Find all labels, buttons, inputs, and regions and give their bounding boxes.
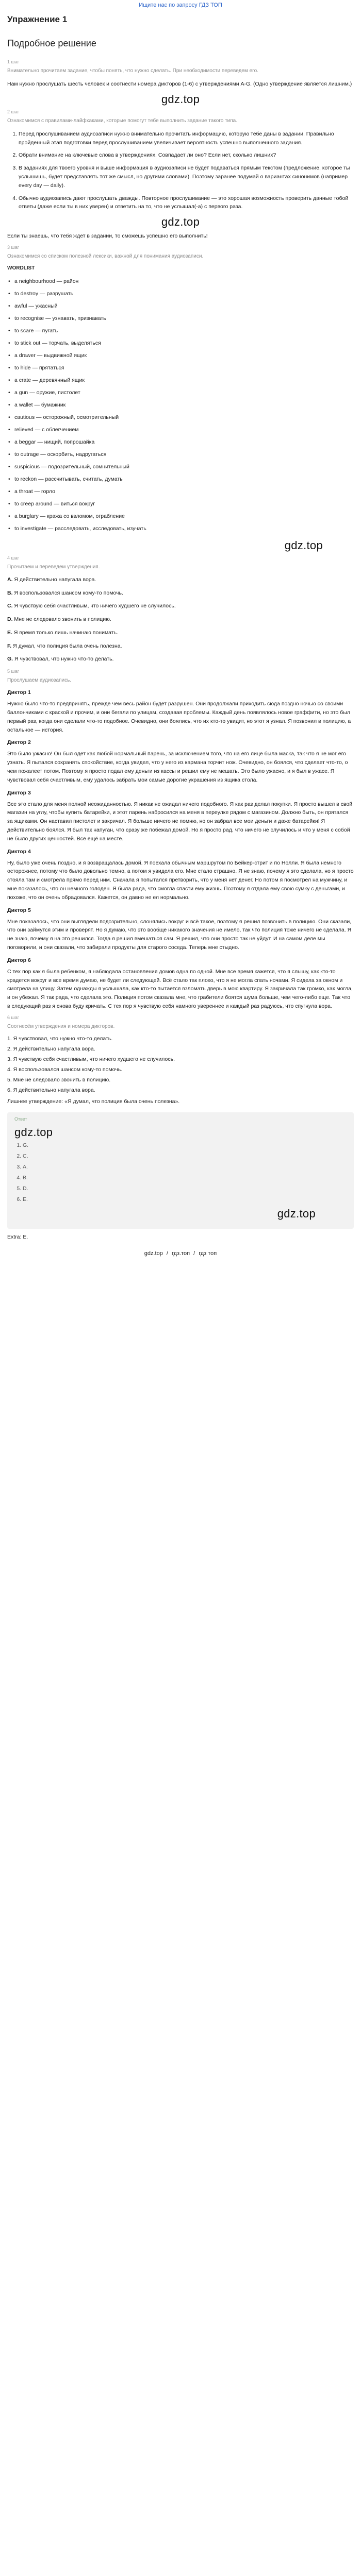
match-item: 4. Я воспользовался шансом кому-то помочь.: [7, 1066, 123, 1073]
step-2-label: 2 шаг: [7, 109, 20, 114]
statement-letter: G.: [7, 656, 13, 663]
speaker-text: Ну, было уже очень поздно, и я возвращалась домой. Я поехала обычным маршрутом по Бейкер-стрит и по Нолли. Я была немного осторожнее, потому что было довольно темно, а потом я увидела его. Мне стало страшно. Я не знаю, почему я это сделала, но я просто стояла там и смотрела прямо перед ним. Сначала я попытался претворить, что у меня нет денег. Но потом я посмотрел на мужчину, и мне показалось, что он немного голоден. Я была рада, что смогла спасти ему жизнь. Поэтому я отдала ему свою сумку с деньгами, и похоже, что он очень обрадовался. Кажется, он давно не ел нормально.: [7, 859, 354, 901]
step-2-hint: Ознакомимся с правилами-лайфхаками, которые помогут тебе выполнить задание такого типа.: [7, 117, 238, 124]
statement-row: [7, 655, 354, 664]
footer-separator: /: [166, 1250, 168, 1257]
statement-text: Я думал, что полиция была очень полезна.: [13, 642, 122, 649]
page-subtitle: Подробное решение: [7, 38, 96, 48]
watermark-text: gdz.top: [284, 538, 323, 552]
word-item: • a wallet — бумажник: [7, 399, 354, 411]
step-4-label: 4 шаг: [7, 555, 20, 561]
word-item: • a gun — оружие, пистолет: [7, 386, 354, 399]
statement-row: [7, 629, 354, 637]
answer-item: 5. D.: [23, 1185, 347, 1192]
step-5-label: 5 шаг: [7, 669, 20, 674]
statement-row: [7, 642, 354, 651]
footer-link-3[interactable]: гдз топ: [199, 1250, 217, 1257]
footer-link-2[interactable]: гдз.топ: [172, 1250, 190, 1257]
word-item: • to stick out — торчать, выделяться: [7, 337, 354, 349]
word-item: • relieved — с облегчением: [7, 423, 354, 436]
answer-list: [14, 1142, 347, 1202]
top-search-link[interactable]: Ищите нас по запросу ГДЗ ТОП: [139, 2, 222, 8]
extra-answer: Extra: E.: [7, 1233, 28, 1240]
word-item: • to outrage — оскорбить, надругаться: [7, 448, 354, 461]
speaker-text: Все это стало для меня полной неожиданностью. Я никак не ожидал ничего подобного. Я как раз делал покупки. Я просто вышел в свой магазин на углу, чтобы купить батарейки, и этот парень набросился на меня в переулке рядом с магазином. Должно быть, он прятался за ящиками. Он наставил пистолет и закричал. Я больше ничего не помню, но он забрал все мои деньги и даже батарейки! Я действительно боялся. Я был так напуган, что сразу же побежал домой. Но я просто рад, что ничего не случилось и что у меня с собой не было других ценностей. Все ещё на месте.: [7, 801, 353, 842]
step-3: [7, 245, 354, 552]
footer-link-1[interactable]: gdz.top: [144, 1250, 163, 1257]
statement-text: Я действительно напугала вора.: [14, 576, 96, 583]
speaker-text: С тех пор как я была ребенком, я наблюдала остановления домов одна по одной. Мне все время кажется, что я слышу, как кто-то крадется вокруг и все время думаю, не будет ли следующей. Всё стало так плохо, что я не могла спать ночами. Я сидела за окном и смотрела на улицу. Затем однажды я услышала, как кто-то пытается взломать дверь в мою квартиру. Я закричала так громко, как могла, и он убежал. Я так рада, что сделала это. Полиция потом сказала мне, что грабители боятся шума больше, чем чего-либо еще. Так что в следующий раз я снова буду кричать. С тех пор я чувствую себя намного увереннее и каждый раз радуюсь, что спугнула вора.: [7, 968, 353, 1009]
word-item: • a throat — горло: [7, 485, 354, 498]
step-3-hint: Ознакомимся со списком полезной лексики, важной для понимания аудиозаписи.: [7, 253, 204, 259]
matches-list: [7, 1036, 354, 1093]
footer: [7, 1247, 354, 1262]
word-item: • awful — ужасный: [7, 300, 354, 312]
statement-row: [7, 576, 354, 584]
statement-letter: C.: [7, 603, 13, 609]
word-item: • a burglary — кража со взломом, ограбление: [7, 510, 354, 522]
watermark-text: gdz.top: [161, 92, 200, 106]
word-item: • to reckon — рассчитывать, считать, думать: [7, 473, 354, 485]
speaker-text: Это было ужасно! Он был одет как любой нормальный парень, за исключением того, что на его лице была маска, так что я не мог его узнать. Я пытался сохранять спокойствие, когда увидел, что у него из кармана торчит нож. Очевидно, он боялся, что сделает что-то, о чем пожалеет потом. Поэтому я просто подал ему деньги из кассы и решил ему не мешать. Это было ужасно, и я был в ужасе. Я чувствовал себя счастливым, ему удалось забрать мои самые дорогие украшения из ящика стола.: [7, 751, 348, 783]
step-4-hint: Прочитаем и переведем утверждения.: [7, 564, 100, 570]
speaker-title: Диктор 1: [7, 689, 31, 696]
tips-list: [7, 130, 354, 211]
answer-item: 4. B.: [23, 1175, 347, 1181]
statement-text: Я воспользовался шансом кому-то помочь.: [14, 589, 123, 596]
speaker-title: Диктор 4: [7, 848, 31, 855]
statement-letter: D.: [7, 616, 13, 623]
word-item: • suspicious — подозрительный, сомнительный: [7, 461, 354, 473]
match-item: 5. Мне не следовало звонить в полицию.: [7, 1076, 111, 1083]
speaker-title: Диктор 2: [7, 739, 31, 746]
statement-row: [7, 616, 354, 624]
watermark-3: [7, 539, 354, 552]
word-item: • to destroy — разрушать: [7, 287, 354, 300]
word-item: • a beggar — нищий, попрошайка: [7, 436, 354, 448]
tip-item: 2. Обрати внимание на ключевые слова в утверждениях. Совпадает ли оно? Если нет, сколько лишних?: [19, 151, 354, 160]
statement-text: Я время только лишь начинаю понимать.: [13, 629, 118, 636]
step-1-hint: Внимательно прочитаем задание, чтобы понять, что нужно сделать. При необходимости переведем его.: [7, 68, 258, 74]
watermark-answer: [14, 1126, 347, 1139]
statement-letter: F.: [7, 642, 12, 649]
statement-text: Я чувствовал, что нужно что-то делать.: [14, 656, 114, 663]
extra-statement: Лишнее утверждение: «Я думал, что полиция была очень полезна».: [7, 1098, 180, 1105]
answer-item: 6. E.: [23, 1196, 347, 1202]
wordlist-title: WORDLIST: [7, 265, 35, 271]
speaker-title: Диктор 3: [7, 789, 31, 796]
answer-item: 1. G.: [23, 1142, 347, 1148]
wordlist: [7, 275, 354, 535]
statement-text: Мне не следовало звонить в полицию.: [14, 616, 111, 623]
page-title: Упражнение 1: [7, 14, 68, 24]
step-1-label: 1 шаг: [7, 59, 20, 64]
word-item: • a neighbourhood — район: [7, 275, 354, 287]
word-item: • a crate — деревянный ящик: [7, 374, 354, 386]
word-item: • cautious — осторожный, осмотрительный: [7, 411, 354, 423]
watermark-1: [7, 93, 354, 106]
word-item: • to recognise — узнавать, признавать: [7, 312, 354, 325]
watermark-2: [7, 215, 354, 229]
step-6-hint: Соотнесём утверждения и номера дикторов.: [7, 1023, 115, 1029]
word-item: • to investigate — расследовать, исследовать, изучать: [7, 522, 354, 535]
statement-text: Я чувствую себя счастливым, что ничего худшего не случилось.: [14, 603, 176, 609]
step-2: [7, 109, 354, 241]
watermark-answer-2: [14, 1207, 347, 1221]
step-4: [7, 555, 354, 664]
answer-item: 2. C.: [23, 1153, 347, 1159]
footer-separator: /: [193, 1250, 195, 1257]
match-item: 6. Я действительно напугала вора.: [7, 1087, 95, 1093]
tip-item: 1. Перед прослушиванием аудиозаписи нужно внимательно прочитать информацию, которую тебе даны в задании. Правильно пройденный этап подготовки перед прослушиванием увеличивает вероятность успешно выполненного задания.: [19, 130, 354, 147]
word-item: • a drawer — выдвижной ящик: [7, 349, 354, 362]
statement-letter: A.: [7, 576, 13, 583]
step-1: [7, 59, 354, 106]
statement-row: [7, 602, 354, 611]
statement-row: [7, 589, 354, 598]
step-2-closing: Если ты знаешь, что тебя ждет в задании, то сможешь успешно его выполнить!: [7, 233, 208, 240]
watermark-text: gdz.top: [14, 1125, 53, 1139]
speaker-title: Диктор 5: [7, 907, 31, 913]
step-5-hint: Прослушаем аудиозапись.: [7, 677, 72, 684]
tip-item: 4. Обычно аудиозапись дают прослушать дважды. Повторное прослушивание — это хорошая возможность проверить данные тобой ответы (даже если ты в них уверен) и ответить на то, что не услышал(-а) с первого раза.: [19, 194, 354, 212]
page: [0, 0, 361, 1262]
step-6: [7, 1015, 354, 1106]
step-5: [7, 669, 354, 1011]
statement-letter: E.: [7, 629, 12, 636]
step-1-text: Нам нужно прослушать шесть человек и соотнести номера дикторов (1-6) с утверждениями A-G. (Одно утверждение является лишним.): [7, 81, 352, 87]
match-item: 1. Я чувствовал, что нужно что-то делать.: [7, 1035, 113, 1042]
speaker-text: Нужно было что-то предпринять, прежде чем весь район будет разрушен. Они продолжали приходить сюда поздно ночью со своими баллончиками с краской и прочим, и они бегали по улицам, создавая проблемы. Каждый день появлялось новое граффити, но это был первый раз, когда они сделали что-то подобное. Очевидно, они боялись, что их кто-то увидит, но этот я узнал. Я позвонил в полицию, а остальное — история.: [7, 701, 351, 733]
speaker-title: Диктор 6: [7, 957, 31, 963]
top-search-hint: [7, 0, 354, 11]
word-item: • to scare — пугать: [7, 325, 354, 337]
word-item: • to creep around — виться вокруг: [7, 498, 354, 510]
watermark-text: gdz.top: [161, 215, 200, 229]
match-item: 3. Я чувствую себя счастливым, что ничего худшего не случилось.: [7, 1056, 175, 1062]
answer-item: 3. A.: [23, 1164, 347, 1170]
match-item: 2. Я действительно напугала вора.: [7, 1045, 95, 1052]
step-6-label: 6 шаг: [7, 1014, 20, 1020]
watermark-text: gdz.top: [277, 1207, 316, 1220]
answer-label: Ответ: [14, 1116, 27, 1122]
statement-letter: B.: [7, 589, 13, 596]
tip-item: 3. В заданиях для твоего уровня и выше информация в аудиозаписи не будет подаваться прямым текстом (предложение, которое ты услышишь, будет представлять тот же смысл, но другими словами). Поэтому заранее подумай о вариантах синонимов (например every day — daily).: [19, 164, 354, 190]
answer-box: [7, 1112, 354, 1229]
step-3-label: 3 шаг: [7, 244, 20, 250]
speaker-text: Мне показалось, что они выглядели подозрительно, слонялись вокруг и всё такое, поэтому я решил позвонить в полицию. Они сказали, что они займутся этим и проверят. Но я думаю, что это вообще никакого значения не имело, так что полиция тоже ничего не сделала. Я не знаю, почему я на это решился. Тогда я решил вмешаться сам. Я решил, что они просто так не уйдут. И на самом деле мы поговорили, и они сказали, что забирали продукты для старого соседа. Теперь мне стыдно.: [7, 918, 352, 951]
word-item: • to hide — прятаться: [7, 362, 354, 374]
